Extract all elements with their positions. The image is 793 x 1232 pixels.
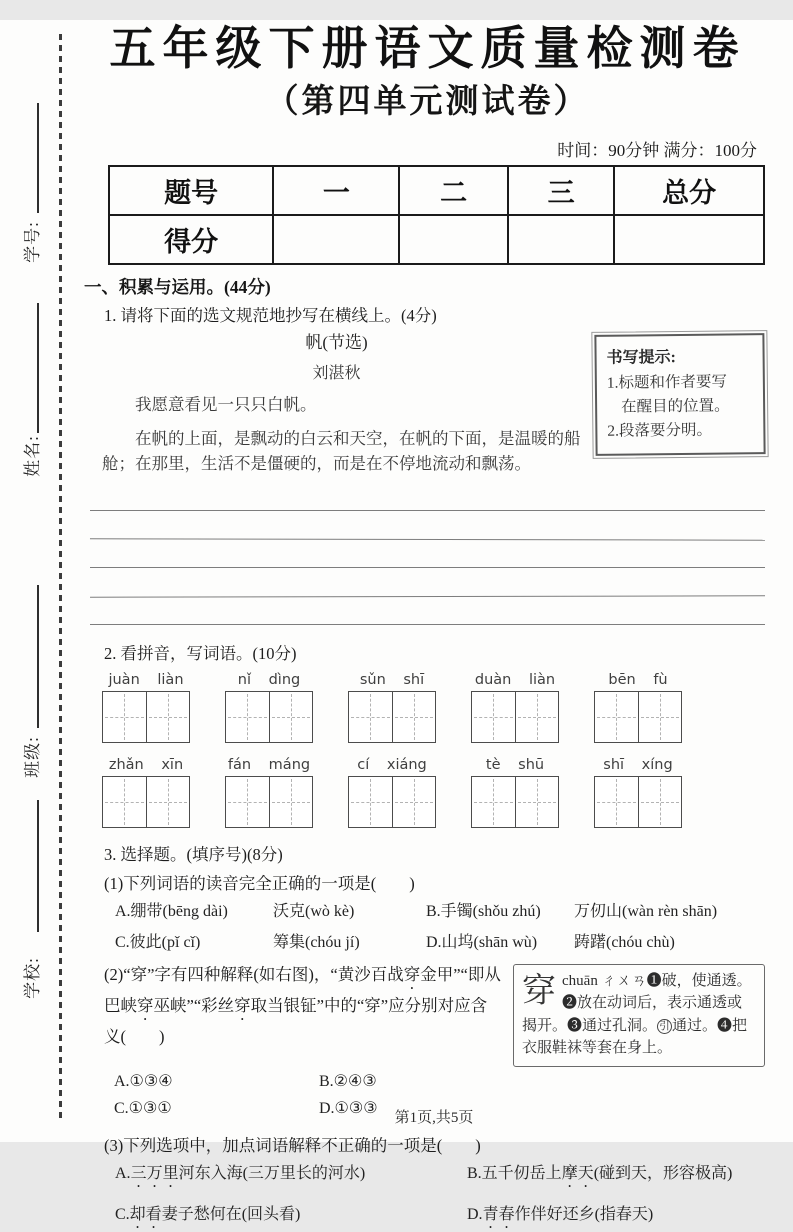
score-header-total: 总分 [614, 166, 764, 215]
option-text: B.五千仞岳上 [467, 1164, 562, 1182]
option-text: 妻子愁何在(回头看) [161, 1205, 301, 1223]
option-b[interactable]: B.②④③ [319, 1072, 377, 1090]
name-blank-line[interactable] [37, 303, 39, 433]
pinyin-label: bēn fù [608, 671, 668, 688]
dotted-word: 三万里 [130, 1164, 179, 1182]
pinyin-row-2 [90, 757, 765, 828]
pinyin-word [471, 757, 559, 828]
pinyin-word [348, 672, 436, 743]
dictionary-definition-part1: chuān ㄔㄨㄢ❶破，使通透。❷放在动词后，表示通透或揭开。❸通过孔洞。 [522, 972, 752, 1034]
class-label: 班级: [23, 736, 42, 778]
score-cell-part1[interactable] [273, 215, 399, 264]
score-table-header-row [109, 166, 764, 215]
q3-sub1-options [90, 898, 765, 952]
pinyin-label: fán máng [227, 756, 311, 773]
question1-stem: 1. 请将下面的选文规范地抄写在横线上。(4分) [104, 306, 437, 325]
student-id-blank-line[interactable] [37, 103, 39, 213]
option-b2: 万仞山(wàn rèn shān) [574, 902, 718, 920]
writing-line[interactable] [90, 567, 765, 597]
option-text: 作伴好还乡(指春天) [514, 1205, 654, 1223]
q3-sub3-options [90, 1160, 765, 1232]
passage-title: 帆(节选) [305, 333, 368, 352]
page-number: 第1页,共5页 [394, 1110, 474, 1126]
score-header-part1: 一 [273, 166, 399, 215]
option-d[interactable]: D.山坞(shān wù) [426, 933, 538, 951]
pinyin-word [471, 672, 559, 743]
pinyin-word [594, 757, 682, 828]
tip-item-2: 2.段落要分明。 [607, 421, 713, 440]
option-text: 河东入海(三万里长的河水) [178, 1164, 366, 1182]
option-a[interactable] [115, 1160, 467, 1191]
question3-stem: 3. 选择题。(填序号)(8分) [104, 844, 283, 864]
tip-item-1: 1.标题和作者要写 [606, 373, 728, 392]
pinyin-label: juàn liàn [108, 671, 184, 688]
q3-sub2-block [104, 962, 765, 1118]
option-text: (碰到天，形容极高) [593, 1164, 733, 1182]
character-grid-box[interactable] [471, 776, 559, 828]
pinyin-word [225, 757, 313, 828]
stem-text: 取当银钲”中的“穿”应分别对应含义( ) [104, 995, 488, 1046]
pinyin-label: cí xiáng [357, 756, 427, 773]
score-header-part2: 二 [399, 166, 507, 215]
pinyin-row-1 [90, 672, 765, 743]
writing-line[interactable] [90, 539, 765, 568]
character-grid-box[interactable] [102, 691, 190, 743]
pinyin-word [225, 672, 313, 743]
option-text: A. [115, 1164, 131, 1182]
writing-line[interactable] [90, 482, 765, 511]
pinyin-word [594, 672, 682, 743]
option-text: D. [467, 1205, 483, 1223]
writing-line[interactable] [90, 510, 765, 540]
option-c[interactable]: C.彼此(pǐ cǐ) [115, 933, 201, 951]
option-c2: 筹集(chóu jí) [273, 933, 360, 951]
dotted-word: 青春 [482, 1205, 515, 1223]
option-d[interactable]: D.①③③ [319, 1099, 378, 1117]
character-grid-box[interactable] [471, 691, 559, 743]
q3-sub1-stem: (1)下列词语的读音完全正确的一项是( ) [104, 873, 415, 893]
paper-subtitle: （第四单元测试卷） [265, 84, 590, 120]
writing-line[interactable] [90, 596, 765, 625]
pinyin-label: nǐ dìng [237, 671, 301, 688]
dotted-word: 却看 [129, 1205, 162, 1223]
dashed-cut-line [59, 34, 62, 1120]
name-label: 姓名: [23, 435, 42, 477]
tip-box-title: 书写提示: [606, 349, 677, 367]
question2-stem: 2. 看拼音，写词语。(10分) [104, 643, 297, 663]
option-a2: 沃克(wò kè) [273, 902, 355, 920]
stem-text: 巫峡”“彩丝 [153, 995, 235, 1015]
option-a[interactable]: A.绷带(bēng dài) [115, 902, 228, 920]
passage-paragraph-2: 在帆的上面，是飘动的白云和天空，在帆的下面，是温暖的船舱；在那里，生活不是僵硬的，而是在不停地流动和飘荡。 [102, 429, 581, 473]
pinyin-word [348, 757, 436, 828]
option-c[interactable]: C.①③① [114, 1099, 172, 1117]
option-d2: 踌躇(chóu chù) [574, 933, 675, 951]
pinyin-word [102, 757, 190, 828]
school-label: 学校: [23, 957, 42, 999]
section1-heading: 一、积累与运用。(44分) [84, 277, 271, 297]
character-grid-box[interactable] [348, 691, 436, 743]
stem-text: (2)“穿”字有四种解释(如右图)，“黄沙百战 [104, 964, 404, 984]
option-a[interactable]: A.①③④ [114, 1072, 173, 1090]
dotted-char: 穿 [137, 995, 154, 1015]
score-cell-part2[interactable] [399, 215, 507, 264]
character-grid-box[interactable] [348, 776, 436, 828]
question1-body [90, 328, 765, 476]
dictionary-definition-part2: 通过。❹把衣服鞋袜等套在身上。 [522, 1017, 748, 1056]
binding-margin [0, 20, 75, 1142]
paper-body [75, 20, 793, 1232]
option-d[interactable] [467, 1201, 765, 1232]
pinyin-label: shī xíng [603, 756, 673, 773]
exam-paper-page [0, 20, 793, 1223]
pinyin-label: tè shū [485, 756, 545, 773]
score-table [108, 165, 765, 265]
dictionary-headword: 穿 [522, 972, 556, 1010]
character-grid-box[interactable] [225, 776, 313, 828]
option-b[interactable] [467, 1160, 765, 1191]
pinyin-label: sǔn shī [359, 671, 425, 688]
option-c[interactable] [115, 1201, 467, 1232]
dotted-char: 穿 [403, 964, 421, 984]
writing-tip-box [594, 333, 765, 456]
copy-writing-lines [90, 476, 765, 625]
circled-yin-marker: 引 [657, 1019, 672, 1034]
score-cell-total[interactable] [614, 215, 764, 264]
score-table-score-row [109, 215, 764, 264]
character-grid-box[interactable] [594, 776, 682, 828]
score-cell-part3[interactable] [508, 215, 614, 264]
dotted-char: 穿 [234, 995, 251, 1015]
q3-sub3-stem: (3)下列选项中，加点词语解释不正确的一项是( ) [104, 1135, 481, 1155]
option-b[interactable]: B.手镯(shǒu zhú) [426, 902, 541, 920]
score-header-part3: 三 [508, 166, 614, 215]
paper-title: 五年级下册语文质量检测卷 [109, 23, 746, 74]
time-score-info: 时间：90分钟 满分：100分 [557, 141, 757, 160]
score-header-question: 题号 [109, 166, 273, 215]
class-blank-line[interactable] [37, 585, 39, 728]
pinyin-label: zhǎn xīn [108, 756, 184, 773]
character-grid-box[interactable] [594, 691, 682, 743]
character-grid-box[interactable] [225, 691, 313, 743]
pinyin-word [102, 672, 190, 743]
passage-author: 刘湛秋 [312, 365, 361, 382]
dotted-word: 摩天 [561, 1164, 594, 1182]
character-grid-box[interactable] [102, 776, 190, 828]
stem-text: 金甲”“即从巴峡 [104, 964, 501, 1015]
tip-item-1b: 在醒目的位置。 [621, 397, 730, 416]
dictionary-definition-box [513, 964, 765, 1067]
student-id-label: 学号: [23, 221, 42, 263]
option-text: C. [115, 1205, 130, 1223]
passage-paragraph-1: 我愿意看见一只只白帆。 [135, 395, 317, 414]
score-row-label: 得分 [109, 215, 273, 264]
school-blank-line[interactable] [37, 800, 39, 932]
pinyin-label: duàn liàn [474, 671, 556, 688]
